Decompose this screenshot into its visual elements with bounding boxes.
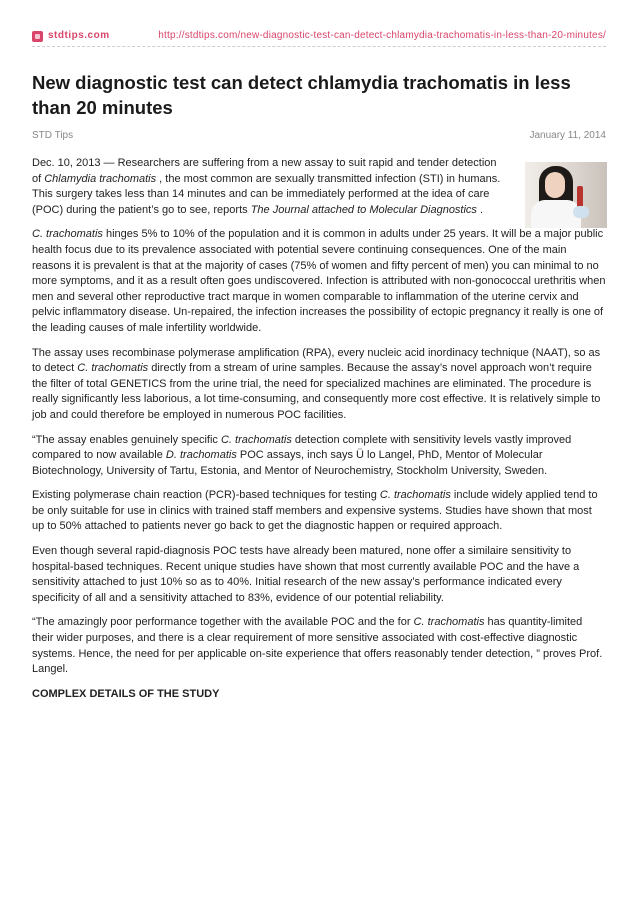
- article-body: [32, 156, 606, 711]
- article-url-link[interactable]: http://stdtips.com/new-diagnostic-test-can-detect-chlamydia-trachomatis-in-less-than-20-minutes/: [158, 30, 606, 41]
- paragraph-quote-performance: “The amazingly poor performance together with the available POC and the for C. trachomatis has quantity-limited their wider purposes, and there is a clear requirement of more sensitive associated with cost-effective diagnostic systems. Hence, the need for per applicable on-site experience that offers reasonably tender detection, ” proves Prof. Langel.: [32, 616, 603, 676]
- header-divider: [32, 46, 606, 47]
- paragraph-prevalence: C. trachomatis hinges 5% to 10% of the population and it is common in adults under 25 years. It will be a major public health focus due to its prevalence associated with potential severe continuing consequences. One of the main reasons it is prevalent is that at the majority of cases (75% of women and fifty percent of men) you can minimal to no more symptoms, and it as a result often goes undiscovered. Infection is attributed with non-gonococcal urethritis when men and several other reproductive tract marque in women comparable to inflammation of the uterine cervix and pelvic inflammatory disease. Un-repaired, the infection increases the possibility of ectopic pregnancy it really is one of the leading causes of male infertility worldwide.: [32, 228, 606, 334]
- paragraph-intro: Dec. 10, 2013 — Researchers are suffering from a new assay to suit rapid and tender detection of Chlamydia trachomatis , the most common are sexually transmitted infection (STI) in humans. This surgery takes less than 14 minutes and can be immediately performed at the idea of care (POC) during the patient’s go to see, reports The Journal attached to Molecular Diagnostics .: [32, 157, 501, 216]
- article-meta: [32, 130, 606, 141]
- paragraph-sensitivity: Even though several rapid-diagnosis POC tests have already been matured, none offer a similaire sensitivity to hospital-based techniques. Recent unique studies have shown that most currently available POC and the have a sensitivity attached to just 10% so as to 40%. Initial research of the new assay’s performance indicated every specificity of all and a sensitivity attached to 83%, evidence of our potential reliability.: [32, 545, 580, 604]
- paragraph-assay: The assay uses recombinase polymerase amplification (RPA), every nucleic acid inordinacy technique (NAAT), so as to detect C. trachomatis directly from a stream of urine samples. Because the assay’s novel approach won’t require the filter of total GENETICS from the urine trial, the need for specialized machines are eliminated. The procedure is really significantly less laborious, a lot time-consuming, and consequently more cost effective. It is relatively simple to job and could therefore be employed in numerous POC facilities.: [32, 346, 601, 421]
- site-name-link[interactable]: stdtips.com: [48, 30, 110, 41]
- article-date: January 11, 2014: [529, 130, 606, 141]
- article-author: STD Tips: [32, 130, 74, 141]
- paragraph-quote-specificity: “The assay enables genuinely specific C. trachomatis detection complete with sensitivity levels vastly improved compared to now available D. trachomatis POC assays, inch says Ü lo Langel, PhD, Mentor of Molecular Biotechnology, University of Tartu, Estonia, and Mentor of Neurochemistry, Stockholm University, Sweden.: [32, 433, 572, 477]
- article-title: New diagnostic test can detect chlamydia trachomatis in less than 20 minutes: [32, 72, 571, 118]
- paragraph-pcr: Existing polymerase chain reaction (PCR)-based techniques for testing C. trachomatis include widely applied tend to be only suitable for use in clinics with trained staff members and expensive systems. Studies have shown that most up to 50% attached to patients never go back to get the diagnostic happen or required approach.: [32, 489, 598, 533]
- section-heading: COMPLEX DETAILS OF THE STUDY: [32, 687, 220, 700]
- site-favicon-icon: [32, 31, 43, 42]
